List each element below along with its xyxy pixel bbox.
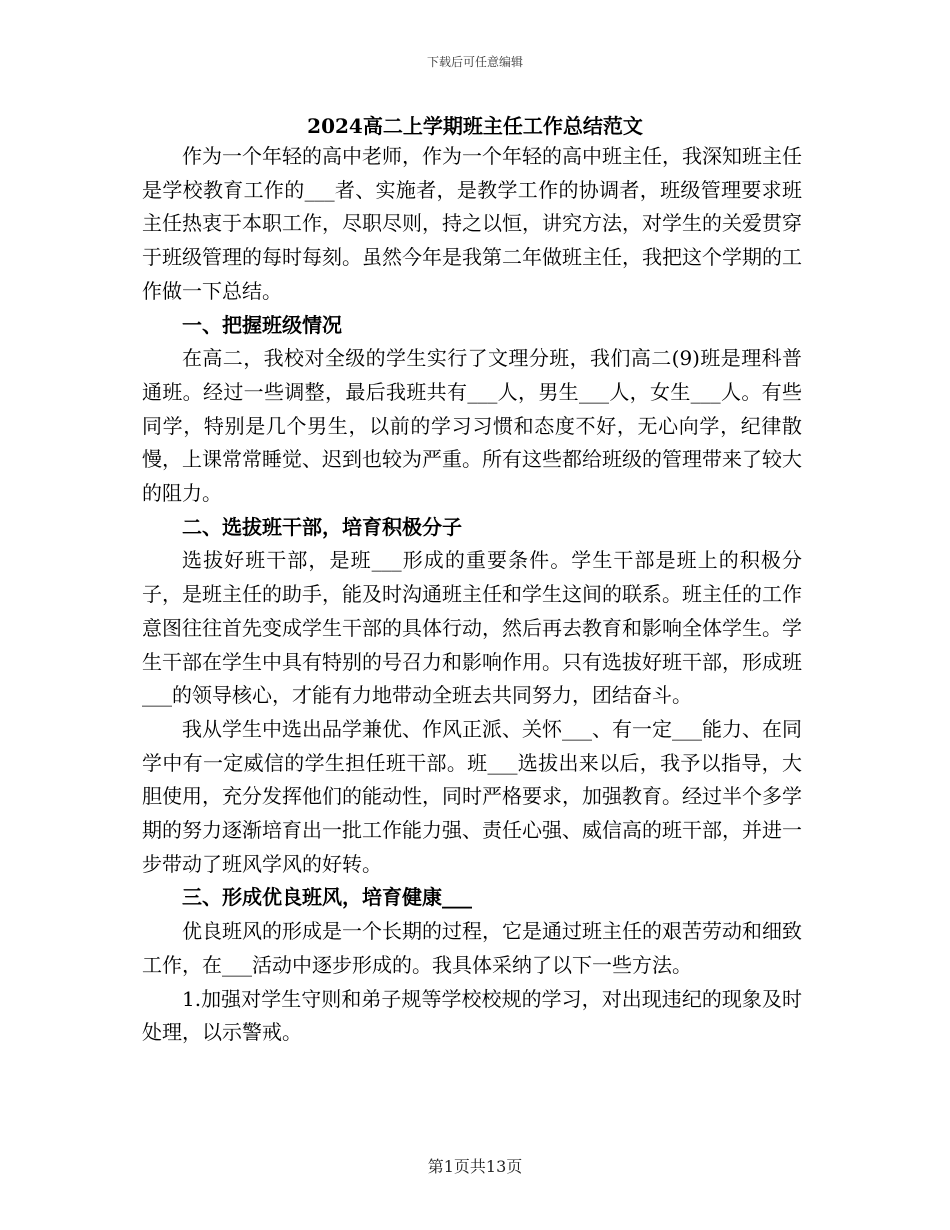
document-title: 2024高二上学期班主任工作总结范文 bbox=[307, 114, 643, 138]
section-2-heading: 二、选拔班干部，培育积极分子 bbox=[182, 514, 462, 539]
section-3-paragraph-2: 1.加强对学生守则和弟子规等学校校规的学习，对出现违纪的现象及时处理，以示警戒。 bbox=[142, 986, 802, 1045]
section-2-paragraph-1: 选拔好班干部，是班___形成的重要条件。学生干部是班上的积极分子，是班主任的助手，能及时沟通班主任和学生这间的联系。班主任的工作意图往往首先变成学生干部的具体行动，然后再去教育和影响全体学生。学生干部在学生中具有特别的号召力和影响作用。只有选拔好班干部，形成班___的领导核心，才能有力地带动全班去共同努力，团结奋斗。 bbox=[142, 548, 802, 708]
section-1-paragraph-1: 在高二，我校对全级的学生实行了文理分班，我们高二(9)班是理科普通班。经过一些调整，最后我班共有___人，男生___人，女生___人。有些同学，特别是几个男生，以前的学习习惯和态度不好，无心向学，纪律散慢，上课常常睡觉、迟到也较为严重。所有这些都给班级的管理带来了较大的阻力。 bbox=[142, 346, 802, 506]
header-note: 下载后可任意编辑 bbox=[426, 55, 523, 69]
section-2-paragraph-2: 我从学生中选出品学兼优、作风正派、关怀___、有一定___能力、在同学中有一定威信的学生担任班干部。班___选拔出来以后，我予以指导，大胆使用，充分发挥他们的能动性，同时严格要求，加强教育。经过半个多学期的努力逐渐培育出一批工作能力强、责任心强、威信高的班干部，并进一步带动了班风学风的好转。 bbox=[142, 716, 802, 876]
section-3-paragraph-1: 优良班风的形成是一个长期的过程，它是通过班主任的艰苦劳动和细致工作，在___活动中逐步形成的。我具体采纳了以下一些方法。 bbox=[142, 919, 802, 977]
section-1-heading: 一、把握班级情况 bbox=[182, 312, 342, 337]
page-number: 第1页共13页 bbox=[427, 1157, 523, 1176]
intro-paragraph: 作为一个年轻的高中老师，作为一个年轻的高中班主任，我深知班主任是学校教育工作的___者、实施者，是教学工作的协调者，班级管理要求班主任热衷于本职工作，尽职尽则，持之以恒，讲究方法，对学生的关爱贯穿于班级管理的每时每刻。虽然今年是我第二年做班主任，我把这个学期的工作做一下总结。 bbox=[142, 144, 802, 303]
section-3-heading: 三、形成优良班风，培育健康___ bbox=[182, 885, 472, 910]
document-body bbox=[142, 140, 802, 1050]
